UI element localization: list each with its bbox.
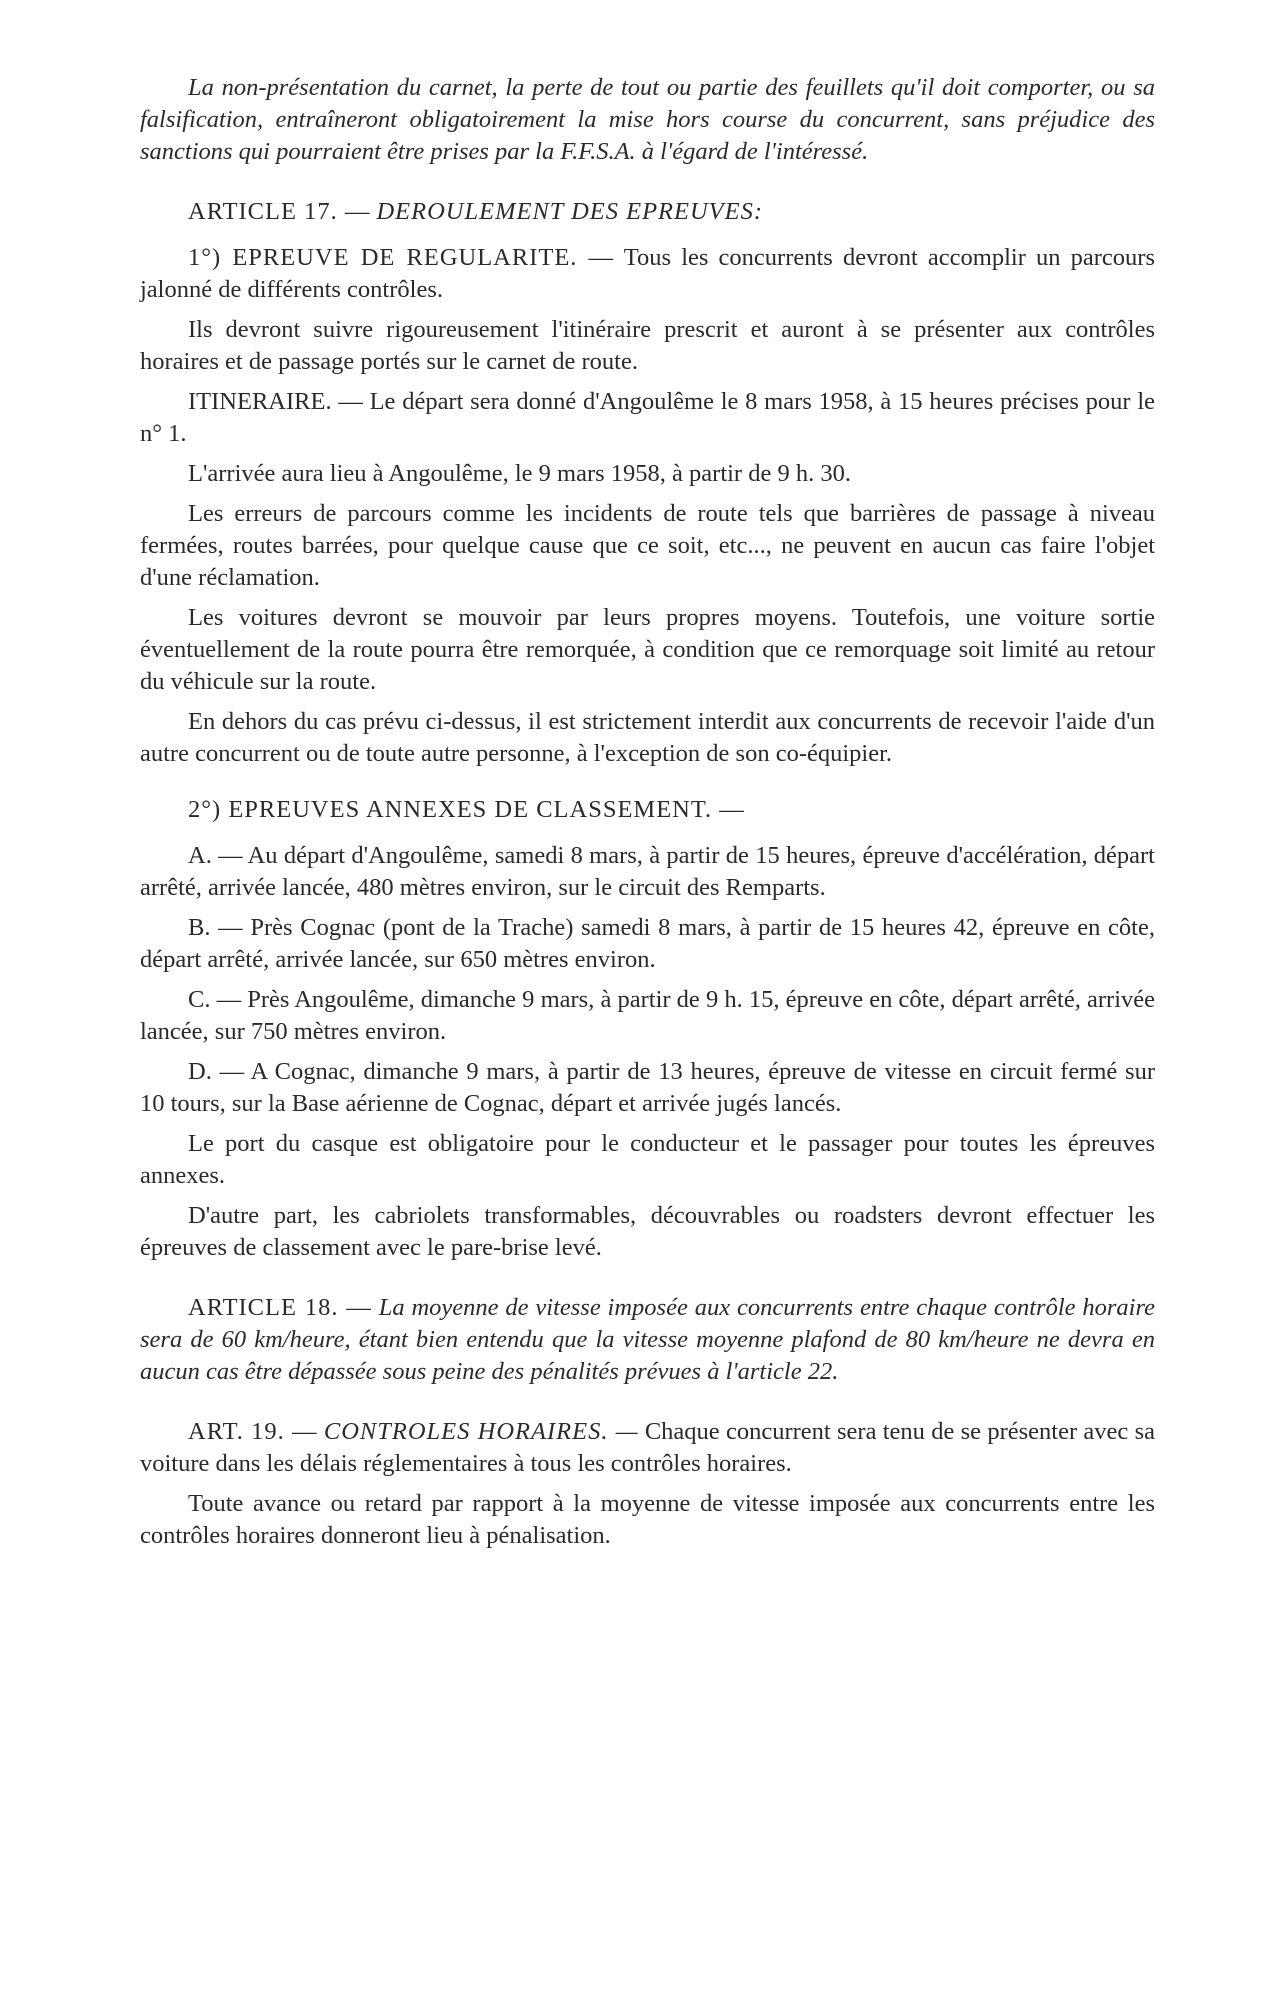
section-1-heading: 1°) EPREUVE DE REGULARITE. — xyxy=(188,244,615,271)
section-1-paragraph xyxy=(140,242,1155,306)
article-19-label: ART. 19. — xyxy=(188,1418,318,1445)
article-19-text: Chaque concurrent sera tenu de se présenter avec sa voiture dans les délais réglementaires à tous les contrôles horaires. xyxy=(140,1418,1155,1477)
article-19-title: CONTROLES HORAIRES. — xyxy=(323,1418,639,1445)
itineraire-paragraph xyxy=(140,386,1155,450)
article-17-label: ARTICLE 17. — xyxy=(188,198,371,225)
article-19-paragraph xyxy=(140,1416,1155,1480)
section-2-heading: 2°) EPREUVES ANNEXES DE CLASSEMENT. — xyxy=(188,796,745,823)
dehors-paragraph: En dehors du cas prévu ci-dessus, il est strictement interdit aux concurrents de recevoir l'aide d'un autre concurrent ou de toute autre personne, à l'exception de son co-équipier. xyxy=(140,708,1155,767)
epreuve-b-paragraph: B. — Près Cognac (pont de la Trache) samedi 8 mars, à partir de 15 heures 42, épreuve en côte, départ arrêté, arrivée lancée, sur 650 mètres environ. xyxy=(140,914,1155,973)
arrivee-paragraph: L'arrivée aura lieu à Angoulême, le 9 mars 1958, à partir de 9 h. 30. xyxy=(188,460,851,487)
section-1-text: Tous les concurrents devront accomplir un parcours jalonné de différents contrôles. xyxy=(140,244,1155,303)
erreurs-paragraph: Les erreurs de parcours comme les incidents de route tels que barrières de passage à niveau fermées, routes barrées, pour quelque cause que ce soit, etc..., ne peuvent en aucun cas faire l'objet d'une réclamation. xyxy=(140,500,1155,591)
epreuve-d-paragraph: D. — A Cognac, dimanche 9 mars, à partir de 13 heures, épreuve de vitesse en circuit fermé sur 10 tours, sur la Base aérienne de Cognac, départ et arrivée jugés lancés. xyxy=(140,1058,1155,1117)
casque-paragraph: Le port du casque est obligatoire pour le conducteur et le passager pour toutes les épreuves annexes. xyxy=(140,1130,1155,1189)
cabriolets-paragraph: D'autre part, les cabriolets transformables, découvrables ou roadsters devront effectuer les épreuves de classement avec le pare-brise levé. xyxy=(140,1202,1155,1261)
itineraire-text: Le départ sera donné d'Angoulême le 8 mars 1958, à 15 heures précises pour le n° 1. xyxy=(140,388,1155,447)
article-19-second-paragraph: Toute avance ou retard par rapport à la moyenne de vitesse imposée aux concurrents entre les contrôles horaires donneront lieu à pénalisation. xyxy=(140,1490,1155,1549)
itineraire-label: ITINERAIRE. — xyxy=(188,388,363,415)
article-18-label: ARTICLE 18. — xyxy=(188,1294,372,1321)
voitures-paragraph: Les voitures devront se mouvoir par leurs propres moyens. Toutefois, une voiture sortie éventuellement de la route pourra être remorquée, à condition que ce remorquage soit limité au retour du véhicule sur la route. xyxy=(140,604,1155,695)
article-18-text: La moyenne de vitesse imposée aux concurrents entre chaque contrôle horaire sera de 60 km/heure, étant bien entendu que la vitesse moyenne plafond de 80 km/heure ne devra en aucun cas être dépassée sous peine des pénalités prévues à l'article 22. xyxy=(140,1294,1155,1385)
article-17-heading xyxy=(140,196,1155,228)
article-17-title: DEROULEMENT DES EPREUVES: xyxy=(376,198,764,225)
epreuve-c-paragraph: C. — Près Angoulême, dimanche 9 mars, à partir de 9 h. 15, épreuve en côte, départ arrêté, arrivée lancée, sur 750 mètres environ. xyxy=(140,986,1155,1045)
intro-paragraph: La non-présentation du carnet, la perte de tout ou partie des feuillets qu'il doit comporter, ou sa falsification, entraîneront obligatoirement la mise hors course du concurrent, sans préjudice des sanctions qui pourraient être prises par la F.F.S.A. à l'égard de l'intéressé. xyxy=(140,74,1155,165)
itinerary-rules-paragraph: Ils devront suivre rigoureusement l'itinéraire prescrit et auront à se présenter aux contrôles horaires et de passage portés sur le carnet de route. xyxy=(140,316,1155,375)
document-page xyxy=(140,72,1155,1560)
epreuve-a-paragraph: A. — Au départ d'Angoulême, samedi 8 mars, à partir de 15 heures, épreuve d'accélération, départ arrêté, arrivée lancée, 480 mètres environ, sur le circuit des Remparts. xyxy=(140,842,1155,901)
article-18-paragraph xyxy=(140,1292,1155,1388)
